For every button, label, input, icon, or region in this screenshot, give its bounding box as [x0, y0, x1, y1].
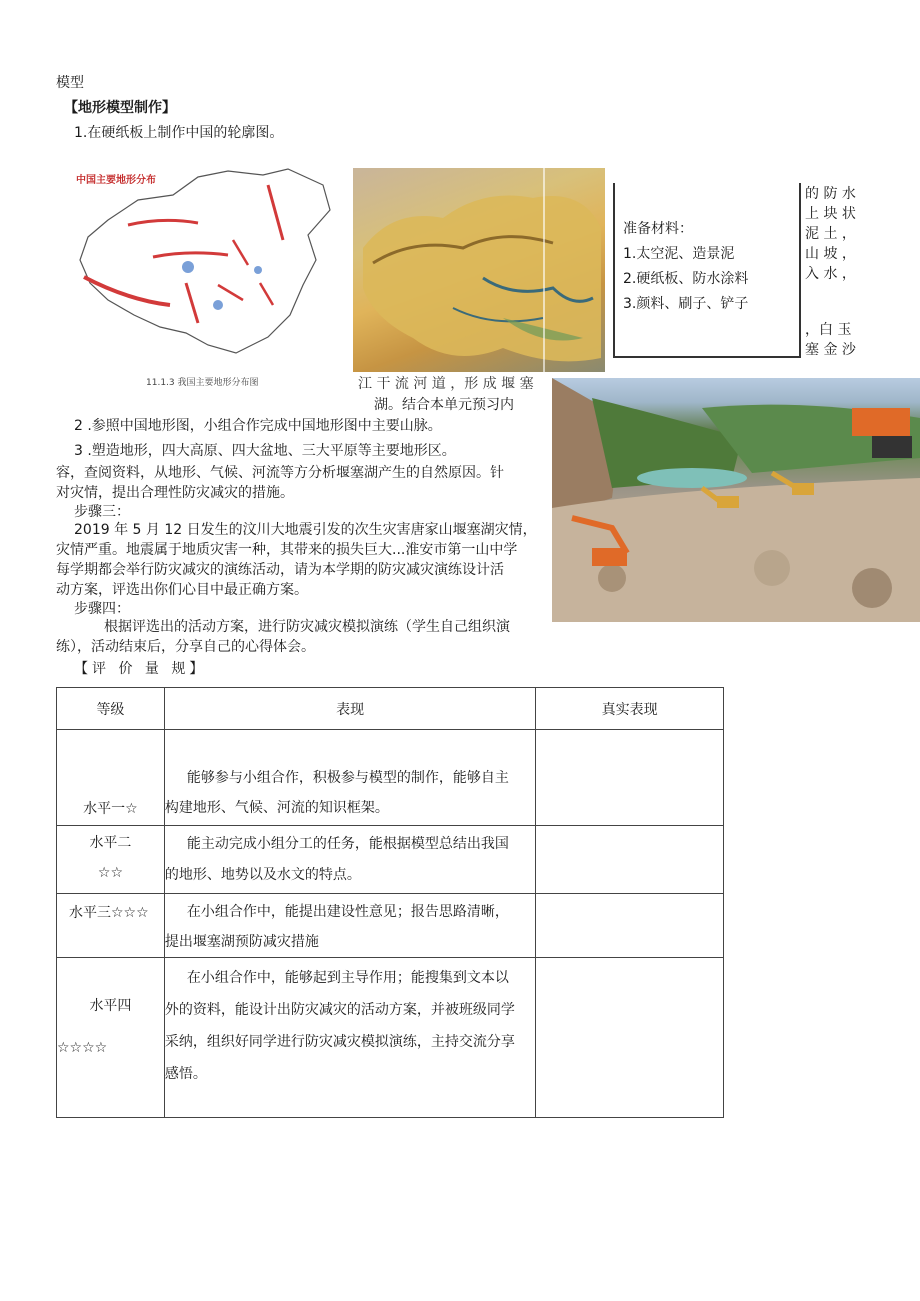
materials-item-2: 2.硬纸板、防水涂料 [623, 271, 749, 287]
header-level: 等级 [57, 688, 165, 730]
level-label: 水平一☆ [83, 801, 138, 817]
side-fragment-4: 山 坡 ， [805, 246, 856, 262]
level-cell [57, 730, 165, 826]
step-three-label: 步骤三： [74, 504, 130, 520]
actual-cell [536, 730, 724, 826]
description-cell [164, 958, 535, 1118]
description-line: 能够参与小组合作，积极参与模型的制作，能够自主 [186, 770, 509, 786]
description-cell [164, 894, 535, 958]
header-actual: 真实表现 [536, 688, 724, 730]
level-cell [57, 894, 165, 958]
description-line: 在小组合作中，能够起到主导作用；能搜集到文本以 [186, 970, 509, 986]
level-cell [57, 826, 165, 894]
map-caption: 11.1.3 我国主要地形分布图 [146, 378, 259, 388]
description-line: 构建地形、气候、河流的知识框架。 [164, 800, 389, 816]
side-fragment-1: 的 防 水 [805, 186, 856, 202]
step-2: 2 .参照中国地形图，小组合作完成中国地形图中主要山脉。 [74, 418, 442, 434]
materials-title: 准备材料： [623, 221, 693, 237]
para-event-4: 动方案，评选出你们心目中最正确方案。 [56, 582, 308, 598]
para-content-1: 容，查阅资料，从地形、气候、河流等方分析堰塞湖产生的自然原因。针 [56, 465, 504, 481]
description-line: 在小组合作中，能提出建设性意见；报告思路清晰， [186, 904, 509, 920]
level-cell [57, 958, 165, 1118]
rubric-row [57, 826, 724, 894]
map-title: 中国主要地形分布 [76, 171, 156, 186]
relief-model-drawing [353, 168, 605, 372]
para-event-2: 灾情严重。地震属于地质灾害一种，其带来的损失巨大...淮安市第一山中学 [56, 542, 518, 558]
step-1: 1.在硬纸板上制作中国的轮廓图。 [74, 125, 284, 141]
level-label: 水平二 [89, 835, 132, 851]
level-label: 水平四 [89, 998, 132, 1014]
side-fragment-7: 塞 金 沙 [805, 342, 856, 358]
rubric-row [57, 958, 724, 1118]
fragment-river: 江 干 流 河 道 ，形 成 堰 塞 [358, 376, 534, 392]
materials-item-1: 1.太空泥、造景泥 [623, 246, 735, 262]
relief-model-image [353, 168, 605, 372]
description-line: 感悟。 [164, 1066, 207, 1082]
para-drill-1: 根据评选出的活动方案，进行防灾减灾模拟演练（学生自己组织演 [104, 619, 510, 635]
rubric-title: 【评 价 量 规】 [74, 661, 208, 677]
side-fragment-3: 泥 土 ， [805, 226, 856, 242]
step-3: 3 .塑造地形，四大高原、四大盆地、三大平原等主要地形区。 [74, 443, 456, 459]
side-fragment-2: 上 块 状 [805, 206, 856, 222]
rubric-table [56, 687, 724, 1118]
fragment-lake: 湖。结合本单元预习内 [374, 397, 514, 413]
description-cell [164, 826, 535, 894]
rubric-row [57, 730, 724, 826]
description-line: 外的资料，能设计出防灾减灾的活动方案，并被班级同学 [164, 1002, 515, 1018]
para-content-2: 对灾情，提出合理性防灾减灾的措施。 [56, 485, 294, 501]
heading-model: 模型 [56, 75, 84, 91]
level-stars: ☆☆ [97, 865, 123, 881]
description-line: 提出堰塞湖预防减灾措施 [164, 934, 319, 950]
para-event-3: 每学期都会举行防灾减灾的演练活动，请为本学期的防灾减灾演练设计活 [56, 562, 504, 578]
side-fragment-5: 入 水 ， [805, 266, 856, 282]
rubric-row [57, 894, 724, 958]
landslide-lake-photo [552, 378, 920, 622]
description-cell [164, 730, 535, 826]
para-event-1: 2019 年 5 月 12 日发生的汶川大地震引发的次生灾害唐家山堰塞湖灾情， [74, 522, 537, 538]
actual-cell [536, 826, 724, 894]
header-performance: 表现 [164, 688, 535, 730]
materials-item-3: 3.颜料、刷子、铲子 [623, 296, 749, 312]
description-line: 采纳，组织好同学进行防灾减灾模拟演练，主持交流分享 [164, 1034, 515, 1050]
side-fragment-6: ，白 玉 [805, 322, 852, 338]
step-four-label: 步骤四： [74, 601, 130, 617]
level-label: 水平三☆☆☆ [69, 905, 149, 921]
section-title: 【地形模型制作】 [64, 100, 176, 116]
china-terrain-map-image [68, 165, 344, 388]
china-map-drawing [68, 165, 344, 373]
level-stars: ☆☆☆☆ [57, 1040, 108, 1056]
actual-cell [536, 958, 724, 1118]
landslide-lake-drawing [552, 378, 920, 622]
rubric-header-row [57, 688, 724, 730]
description-line: 的地形、地势以及水文的特点。 [164, 867, 361, 883]
description-line: 能主动完成小组分工的任务，能根据模型总结出我国 [186, 836, 509, 852]
actual-cell [536, 894, 724, 958]
para-drill-2: 练），活动结束后，分享自己的心得体会。 [56, 639, 315, 655]
